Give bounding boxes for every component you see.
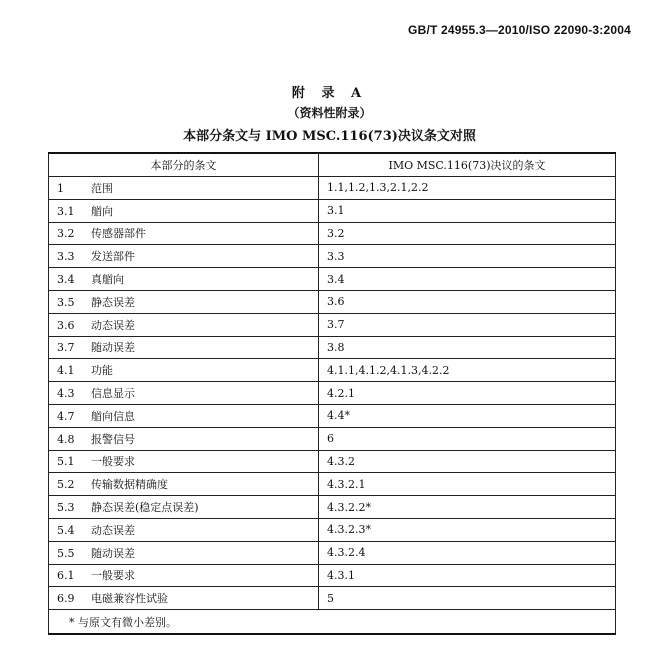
imo-reference-cell: 4.3.2.1 (319, 473, 616, 496)
imo-reference-cell: 4.1.1,4.1.2,4.1.3,4.2.2 (319, 359, 616, 382)
clause-cell (49, 177, 319, 200)
table-row (49, 268, 616, 291)
table-row (49, 564, 616, 587)
imo-reference-cell: 3.2 (319, 222, 616, 245)
clause-number: 4.3 (57, 387, 75, 401)
table-row (49, 177, 616, 200)
imo-reference-cell: 4.2.1 (319, 382, 616, 405)
clause-number: 3.4 (57, 273, 75, 287)
imo-reference-cell: 1.1,1.2,1.3,2.1,2.2 (319, 177, 616, 200)
annex-title: 附 录 A (291, 86, 368, 101)
table-row (49, 518, 616, 541)
table-row (49, 404, 616, 427)
table-header-row (49, 153, 616, 177)
column-header-clause: 本部分的条文 (49, 153, 319, 177)
clause-title: 传感器部件 (91, 227, 146, 241)
table-row (49, 222, 616, 245)
clause-cell (49, 359, 319, 382)
clause-number: 5.3 (57, 501, 75, 515)
clause-number: 3.7 (57, 341, 75, 355)
clause-title: 艏向 (91, 204, 113, 218)
clause-title: 动态误差 (91, 318, 135, 332)
imo-reference-cell: 6 (319, 427, 616, 450)
table-row (49, 199, 616, 222)
imo-reference-cell: 3.8 (319, 336, 616, 359)
standard-number: GB/T 24955.3—2010/ISO 22090-3:2004 (408, 23, 631, 37)
clause-number: 3.3 (57, 250, 75, 264)
table-row (49, 587, 616, 610)
annex-subtitle: （资料性附录） (287, 106, 372, 120)
clause-number: 1 (57, 181, 64, 195)
clause-title: 静态误差 (91, 295, 135, 309)
clause-cell (49, 268, 319, 291)
imo-reference-cell: 4.3.2.4 (319, 541, 616, 564)
clause-cell (49, 541, 319, 564)
clause-cell (49, 222, 319, 245)
table-row (49, 541, 616, 564)
imo-reference-cell: 4.4* (319, 404, 616, 427)
clause-number: 5.4 (57, 523, 75, 537)
clause-cell (49, 496, 319, 519)
clause-title: 信息显示 (91, 387, 135, 401)
clause-title: 艏向信息 (91, 409, 135, 423)
clause-cell (49, 450, 319, 473)
annex-caption: 本部分条文与 IMO MSC.116(73)决议条文对照 (183, 129, 476, 144)
comparison-table (48, 152, 616, 635)
table-row (49, 290, 616, 313)
clause-number: 5.2 (57, 478, 75, 492)
clause-title: 静态误差(稳定点误差) (91, 501, 199, 515)
imo-reference-cell: 3.6 (319, 290, 616, 313)
column-header-imo: IMO MSC.116(73)决议的条文 (319, 153, 616, 177)
clause-title: 报警信号 (91, 432, 135, 446)
table-row (49, 450, 616, 473)
table-row (49, 496, 616, 519)
clause-cell (49, 382, 319, 405)
clause-number: 5.5 (57, 546, 75, 560)
clause-title: 动态误差 (91, 523, 135, 537)
clause-title: 随动误差 (91, 546, 135, 560)
clause-number: 4.7 (57, 409, 75, 423)
clause-number: 6.9 (57, 592, 75, 606)
clause-cell (49, 564, 319, 587)
clause-cell (49, 587, 319, 610)
table-footnote-row (49, 610, 616, 635)
table-row (49, 336, 616, 359)
imo-reference-cell: 4.3.1 (319, 564, 616, 587)
imo-reference-cell: 4.3.2.2* (319, 496, 616, 519)
clause-number: 3.6 (57, 318, 75, 332)
table-row (49, 427, 616, 450)
clause-cell (49, 290, 319, 313)
clause-title: 一般要求 (91, 569, 135, 583)
clause-number: 5.1 (57, 455, 75, 469)
clause-title: 随动误差 (91, 341, 135, 355)
table-row (49, 359, 616, 382)
clause-cell (49, 404, 319, 427)
clause-cell (49, 245, 319, 268)
imo-reference-cell: 3.7 (319, 313, 616, 336)
clause-number: 6.1 (57, 569, 75, 583)
clause-number: 3.5 (57, 295, 75, 309)
clause-title: 传输数据精确度 (91, 478, 168, 492)
table-row (49, 245, 616, 268)
clause-cell (49, 473, 319, 496)
clause-cell (49, 427, 319, 450)
clause-title: 功能 (91, 364, 113, 378)
imo-reference-cell: 5 (319, 587, 616, 610)
table-row (49, 313, 616, 336)
clause-number: 4.1 (57, 364, 75, 378)
table-row (49, 473, 616, 496)
imo-reference-cell: 4.3.2 (319, 450, 616, 473)
table-body (49, 177, 616, 610)
clause-title: 真艏向 (91, 273, 124, 287)
imo-reference-cell: 4.3.2.3* (319, 518, 616, 541)
table-row (49, 382, 616, 405)
clause-number: 3.2 (57, 227, 75, 241)
imo-reference-cell: 3.1 (319, 199, 616, 222)
clause-cell (49, 199, 319, 222)
clause-title: 一般要求 (91, 455, 135, 469)
imo-reference-cell: 3.4 (319, 268, 616, 291)
clause-number: 4.8 (57, 432, 75, 446)
table-footnote: * 与原文有微小差别。 (49, 610, 616, 635)
clause-cell (49, 336, 319, 359)
clause-cell (49, 518, 319, 541)
clause-title: 范围 (91, 181, 113, 195)
imo-reference-cell: 3.3 (319, 245, 616, 268)
clause-number: 3.1 (57, 204, 75, 218)
clause-title: 发送部件 (91, 250, 135, 264)
clause-cell (49, 313, 319, 336)
clause-title: 电磁兼容性试验 (91, 592, 168, 606)
